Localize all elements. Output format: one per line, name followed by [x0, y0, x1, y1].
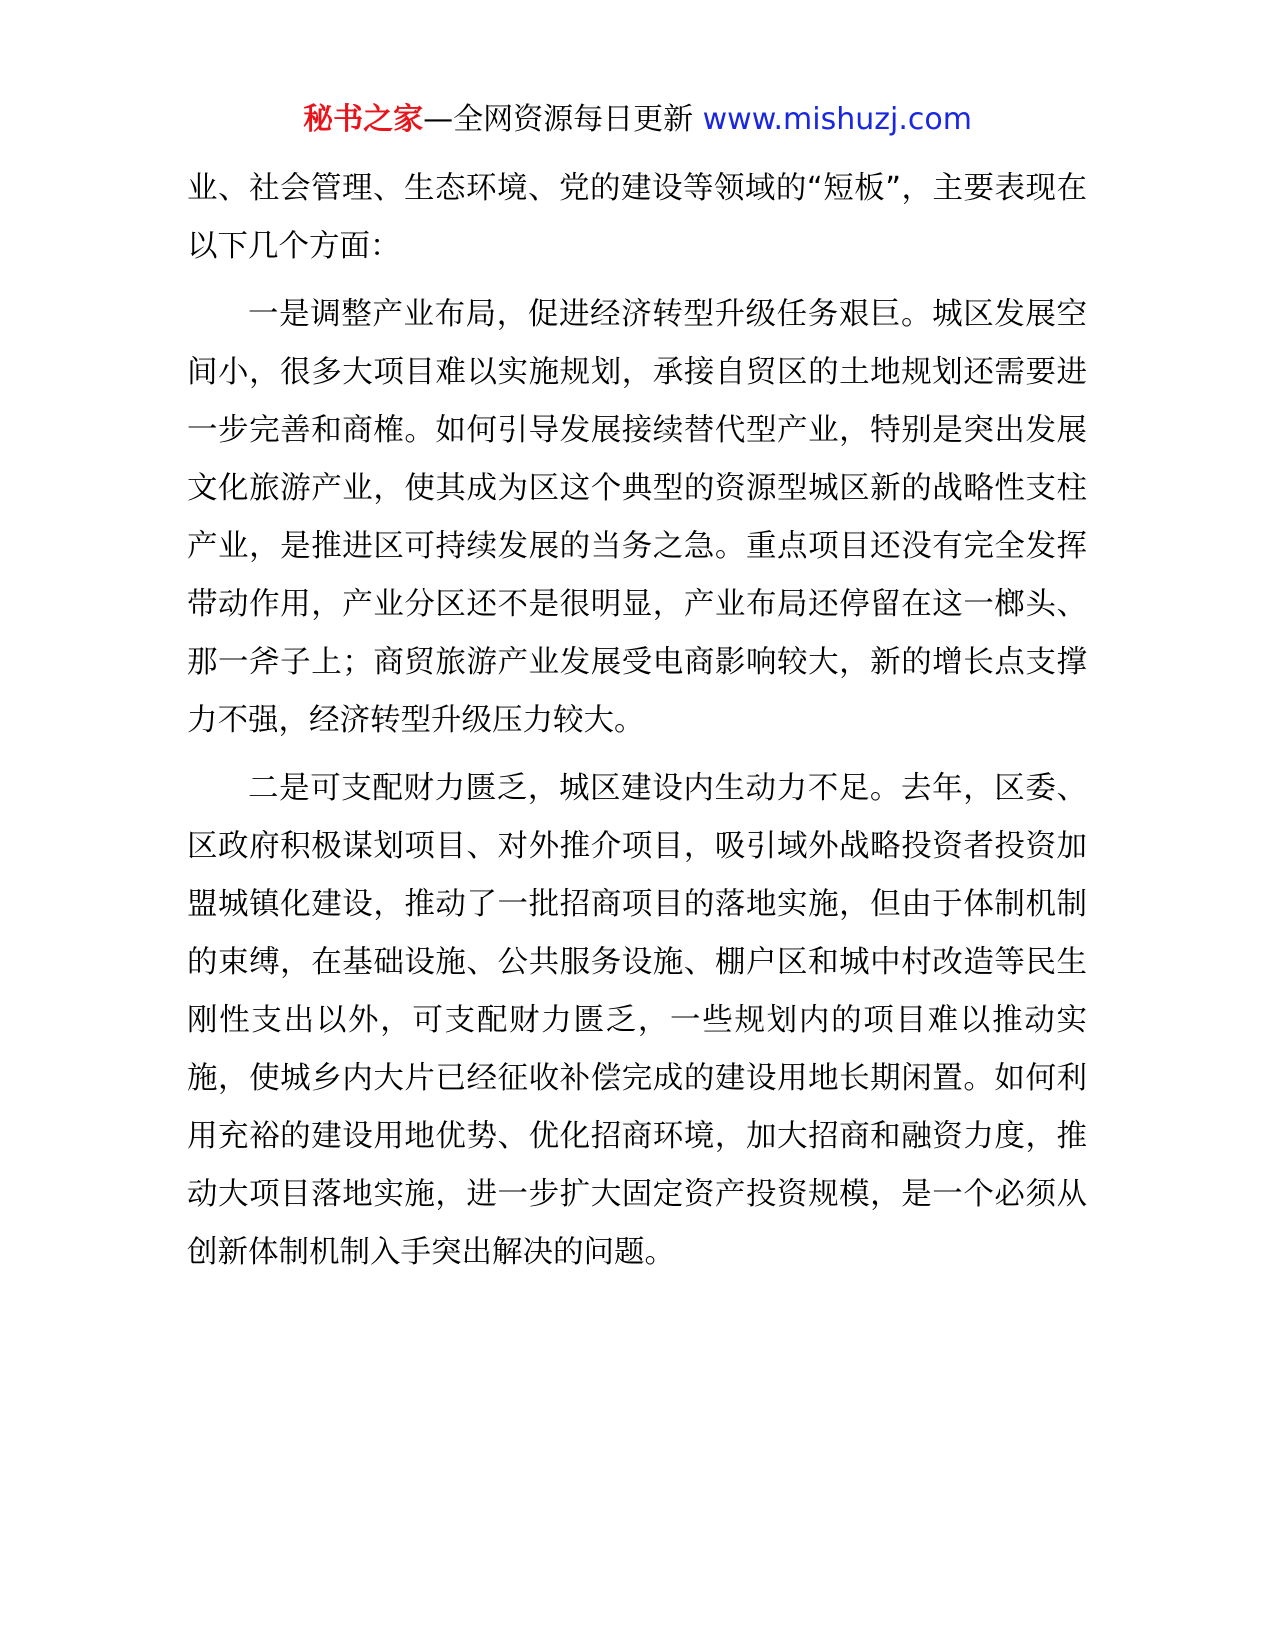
brand-name: 秘书之家: [303, 102, 424, 137]
page-header: [0, 98, 1275, 142]
paragraph-fiscal-capacity: 二是可支配财力匮乏，城区建设内生动力不足。去年，区委、区政府积极谋划项目、对外推介项目，吸引域外战略投资者投资加盟城镇化建设，推动了一批招商项目的落地实施，但由于体制机制的束缚，在基础设施、公共服务设施、棚户区和城中村改造等民生刚性支出以外，可支配财力匮乏，一些规划内的项目难以推动实施，使城乡内大片已经征收补偿完成的建设用地长期闲置。如何利用充裕的建设用地优势、优化招商环境，加大招商和融资力度，推动大项目落地实施，进一步扩大固定资产投资规模，是一个必须从创新体制机制入手突出解决的问题。: [187, 771, 1087, 1270]
paragraph-continuation: 业、社会管理、生态环境、党的建设等领域的“短板”，主要表现在以下几个方面：: [187, 171, 1087, 264]
document-body: [187, 160, 1087, 1292]
header-tagline: —全网资源每日更新: [423, 102, 703, 137]
site-url-link[interactable]: www.mishuzj.com: [702, 102, 972, 137]
paragraph-industry-layout: 一是调整产业布局，促进经济转型升级任务艰巨。城区发展空间小，很多大项目难以实施规划，承接自贸区的土地规划还需要进一步完善和商榷。如何引导发展接续替代型产业，特别是突出发展文化旅游产业，使其成为区这个典型的资源型城区新的战略性支柱产业，是推进区可持续发展的当务之急。重点项目还没有完全发挥带动作用，产业分区还不是很明显，产业布局还停留在这一榔头、那一斧子上；商贸旅游产业发展受电商影响较大，新的增长点支撑力不强，经济转型升级压力较大。: [187, 297, 1087, 738]
